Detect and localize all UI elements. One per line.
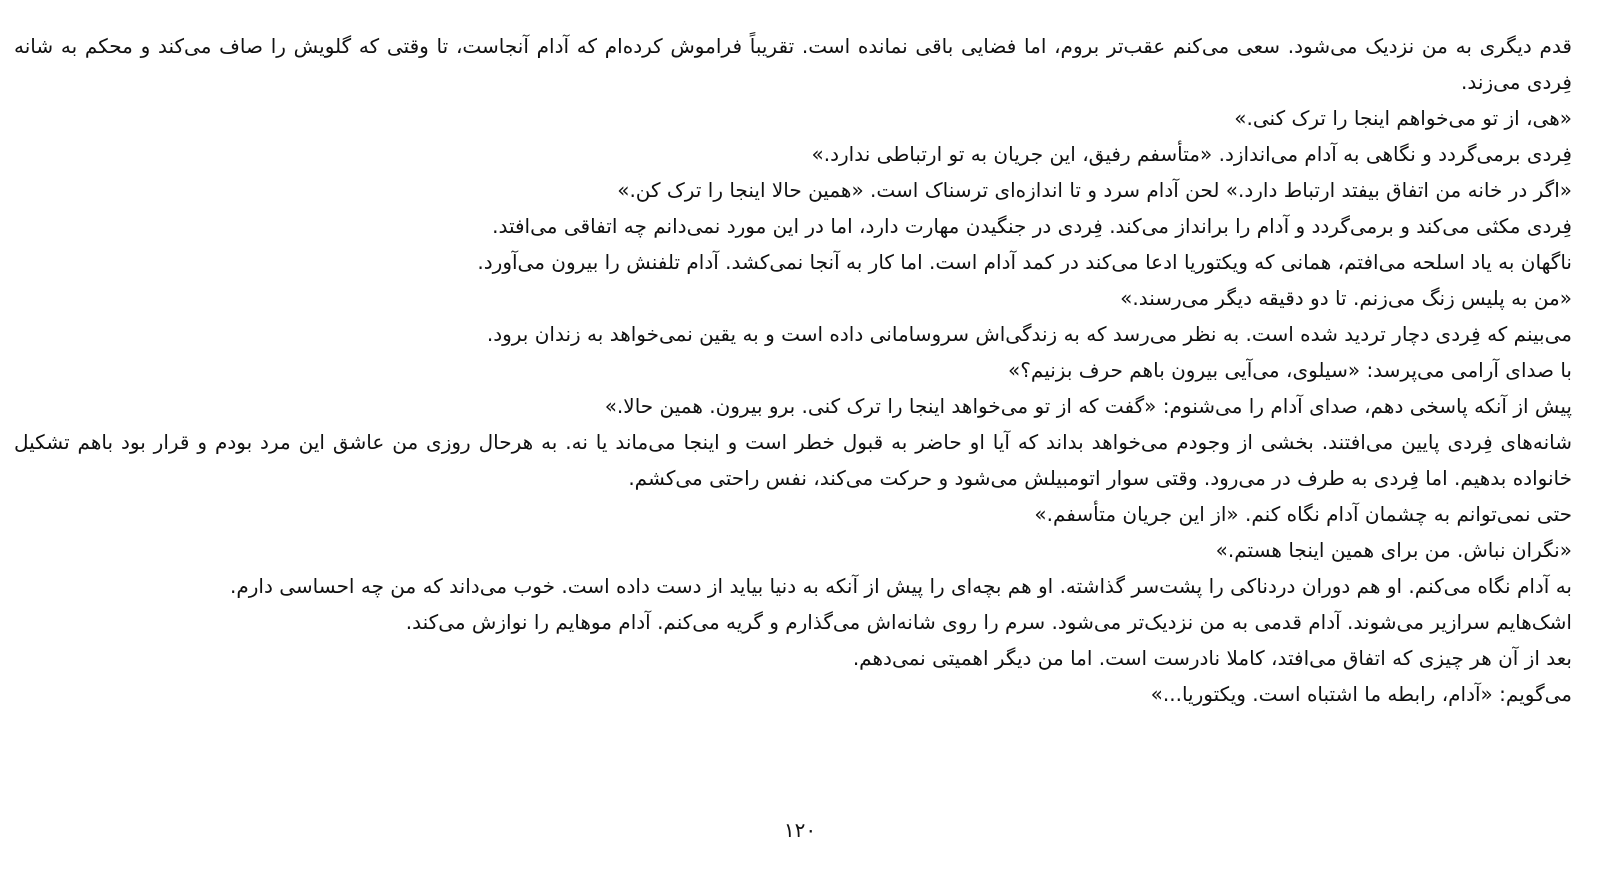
paragraph-16: بعد از آن هر چیزی که اتفاق می‌افتد، کاملا نادرست است. اما من دیگر اهمیتی نمی‌دهم. [852,646,1572,670]
paragraph-4: «اگر در خانه من اتفاق بیفتد ارتباط دارد.» لحن آدام سرد و تا اندازه‌ای ترسناک است. «همین حالا اینجا را ترک کن.» [617,178,1572,202]
paragraph-7: «من به پلیس زنگ می‌زنم. تا دو دقیقه دیگر می‌رسند.» [1120,286,1572,310]
paragraph-11: شانه‌های فِردی پایین می‌افتند. بخشی از وجودم می‌خواهد بداند که آیا او حاضر به قبول خطر است و اینجا می‌ماند یا نه. به هرحال روزی من عاشق این مرد بودم و قرار بود باهم تشکیل خانواده بدهیم. اما فِردی به طرف در می‌رود. وقتی سوار اتومبیلش می‌شود و حرکت می‌کند، نفس راحتی می‌کشم. [14,430,1572,490]
paragraph-9: با صدای آرامی می‌پرسد: «سیلوی، می‌آیی بیرون باهم حرف بزنیم؟» [1008,358,1572,382]
body-text [14,28,1572,712]
paragraph-8: می‌بینم که فِردی دچار تردید شده است. به نظر می‌رسد که به زندگی‌اش سروسامانی داده است و به یقین نمی‌خواهد به زندان برود. [486,322,1572,346]
paragraph-14: به آدام نگاه می‌کنم. او هم دوران دردناکی را پشت‌سر گذاشته. او هم بچه‌ای را پیش از آنکه به دنیا بیاید از دست داده است. خوب می‌داند که من چه احساسی دارم. [229,574,1572,598]
paragraph-15: اشک‌هایم سرازیر می‌شوند. آدام قدمی به من نزدیک‌تر می‌شود. سرم را روی شانه‌اش می‌گذارم و گریه می‌کنم. آدام موهایم را نوازش می‌کند. [405,610,1572,634]
paragraph-17: می‌گویم: «آدام، رابطه ما اشتباه است. ویکتوریا...» [1150,682,1572,706]
paragraph-13: «نگران نباش. من برای همین اینجا هستم.» [1215,538,1572,562]
paragraph-12: حتی نمی‌توانم به چشمان آدام نگاه کنم. «از این جریان متأسفم.» [1034,502,1572,526]
paragraph-1: قدم دیگری به من نزدیک می‌شود. سعی می‌کنم عقب‌تر بروم، اما فضایی باقی نمانده است. تقریباً فراموش کرده‌ام که آدام آنجاست، تا وقتی که گلویش را صاف می‌کند و محکم به شانه فِردی می‌زند. [14,34,1572,94]
paragraph-2: «هی، از تو می‌خواهم اینجا را ترک کنی.» [1234,106,1572,130]
paragraph-5: فِردی مکثی می‌کند و برمی‌گردد و آدام را برانداز می‌کند. فِردی در جنگیدن مهارت دارد، اما در این مورد نمی‌دانم چه اتفاقی می‌افتد. [492,214,1572,238]
paragraph-3: فِردی برمی‌گردد و نگاهی به آدام می‌اندازد. «متأسفم رفیق، این جریان به تو ارتباطی ندارد.» [811,142,1572,166]
paragraph-10: پیش از آنکه پاسخی دهم، صدای آدام را می‌شنوم: «گفت که از تو می‌خواهد اینجا را ترک کنی. برو بیرون. همین حالا.» [604,394,1572,418]
page-number: ۱۲۰ [783,818,817,842]
paragraph-6: ناگهان به یاد اسلحه می‌افتم، همانی که ویکتوریا ادعا می‌کند در کمد آدام است. اما کار به آنجا نمی‌کشد. آدام تلفنش را بیرون می‌آورد. [477,250,1572,274]
